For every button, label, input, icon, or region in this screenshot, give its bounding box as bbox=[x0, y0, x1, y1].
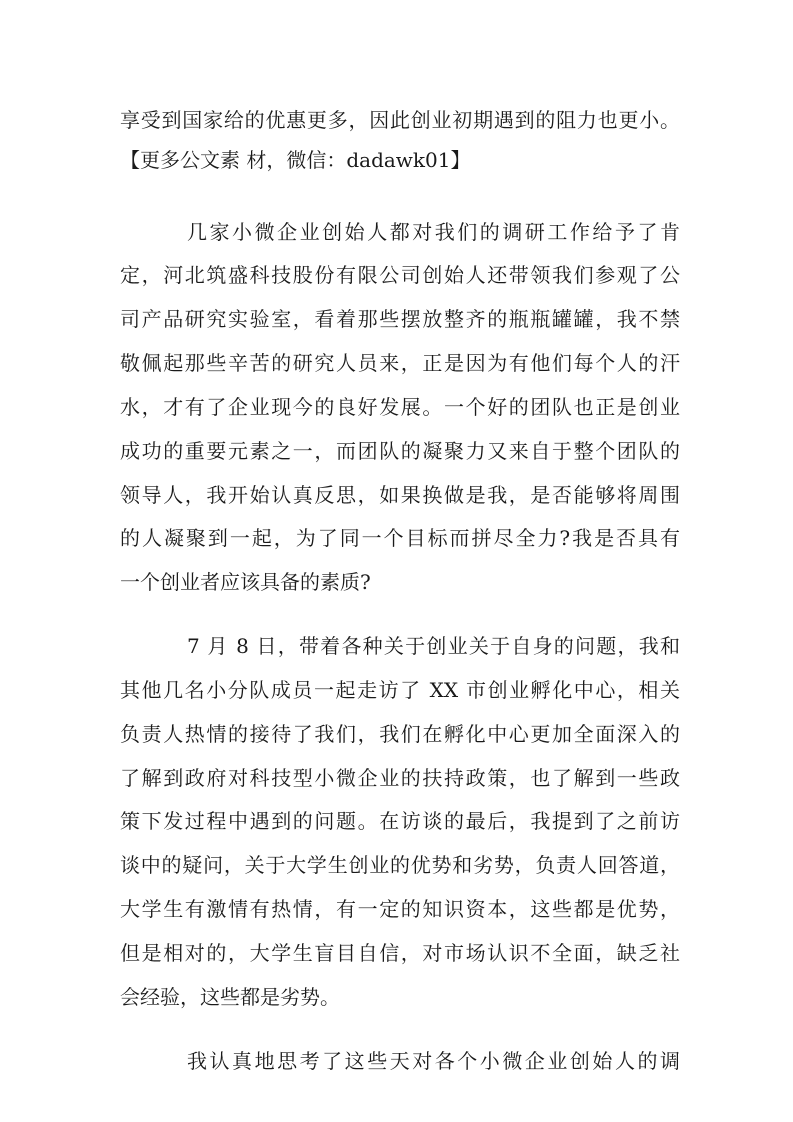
text-line: 的人凝聚到一起，为了同一个目标而拼尽全力?我是否具有 bbox=[120, 526, 680, 550]
text-line: 成功的重要元素之一，而团队的凝聚力又来自于整个团队的 bbox=[120, 439, 680, 463]
text-line: 了解到政府对科技型小微企业的扶持政策，也了解到一些政 bbox=[120, 766, 680, 790]
paragraph-first-line: 7 月 8 日，带着各种关于创业关于自身的问题，我和 bbox=[187, 634, 680, 658]
text-line: 但是相对的，大学生盲目自信，对市场认识不全面，缺乏社 bbox=[120, 941, 680, 965]
text-line: 敬佩起那些辛苦的研究人员来，正是因为有他们每个人的汗 bbox=[120, 351, 680, 375]
text-line: 会经验，这些都是劣势。 bbox=[120, 985, 340, 1009]
text-line: 其他几名小分队成员一起走访了 XX 市创业孵化中心，相关 bbox=[120, 678, 680, 702]
text-line: 【更多公文素 材，微信：dadawk01】 bbox=[120, 148, 471, 172]
text-line: 负责人热情的接待了我们，我们在孵化中心更加全面深入的 bbox=[120, 722, 680, 746]
text-line: 定，河北筑盛科技股份有限公司创始人还带领我们参观了公 bbox=[120, 263, 680, 287]
text-line: 领导人，我开始认真反思，如果换做是我，是否能够将周围 bbox=[120, 483, 680, 507]
paragraph-first-line: 几家小微企业创始人都对我们的调研工作给予了肯 bbox=[187, 220, 680, 244]
text-line: 一个创业者应该具备的素质? bbox=[120, 570, 371, 594]
text-line: 策下发过程中遇到的问题。在访谈的最后，我提到了之前访 bbox=[120, 809, 680, 833]
text-line: 水，才有了企业现今的良好发展。一个好的团队也正是创业 bbox=[120, 395, 680, 419]
text-line: 司产品研究实验室，看着那些摆放整齐的瓶瓶罐罐，我不禁 bbox=[120, 307, 680, 331]
text-line: 享受到国家给的优惠更多，因此创业初期遇到的阻力也更小。 bbox=[120, 108, 680, 132]
paragraph-first-line: 我认真地思考了这些天对各个小微企业创始人的调 bbox=[187, 1049, 680, 1073]
text-line: 大学生有激情有热情，有一定的知识资本，这些都是优势， bbox=[120, 897, 680, 921]
text-line: 谈中的疑问，关于大学生创业的优势和劣势，负责人回答道， bbox=[120, 853, 680, 877]
